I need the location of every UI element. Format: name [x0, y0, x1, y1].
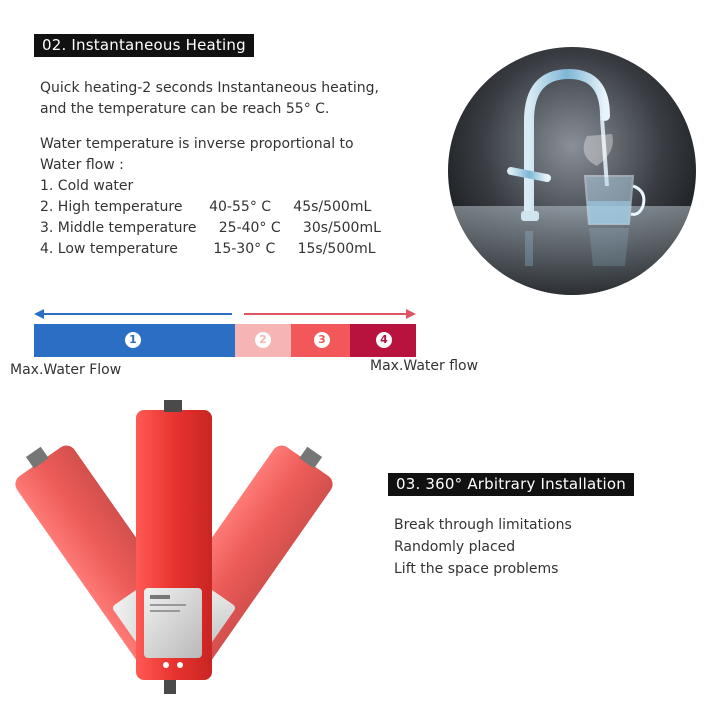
intro-line: and the temperature can be reach 55° C.	[40, 101, 330, 117]
installation-benefits	[394, 514, 572, 580]
detail-line: 1. Cold water	[40, 178, 134, 194]
flow-number-2: 2	[255, 332, 271, 348]
faucet-photo	[447, 46, 697, 296]
flow-caption-right: Max.Water flow	[370, 358, 479, 374]
benefit-line: Break through limitations	[394, 517, 572, 533]
detail-line: 3. Middle temperature 25-40° C 30s/500mL	[40, 220, 381, 236]
flow-number-3: 3	[314, 332, 330, 348]
detail-line: 4. Low temperature 15-30° C 15s/500mL	[40, 241, 376, 257]
benefit-line: Lift the space problems	[394, 561, 559, 577]
section-02-title: 02. Instantaneous Heating	[34, 34, 254, 57]
benefit-line: Randomly placed	[394, 539, 516, 555]
detail-line: Water flow :	[40, 157, 124, 173]
flow-number-4: 4	[376, 332, 392, 348]
detail-line: 2. High temperature 40-55° C 45s/500mL	[40, 199, 372, 215]
section-03-title: 03. 360° Arbitrary Installation	[388, 473, 634, 496]
temperature-detail-list	[40, 134, 381, 260]
flow-number-1: 1	[125, 332, 141, 348]
intro-line: Quick heating-2 seconds Instantaneous heating,	[40, 80, 379, 96]
intro-paragraph	[40, 78, 379, 120]
flow-caption-left: Max.Water Flow	[10, 362, 122, 378]
detail-line: Water temperature is inverse proportional to	[40, 136, 354, 152]
heater-product-image	[14, 400, 334, 700]
flow-arrows	[32, 308, 422, 320]
